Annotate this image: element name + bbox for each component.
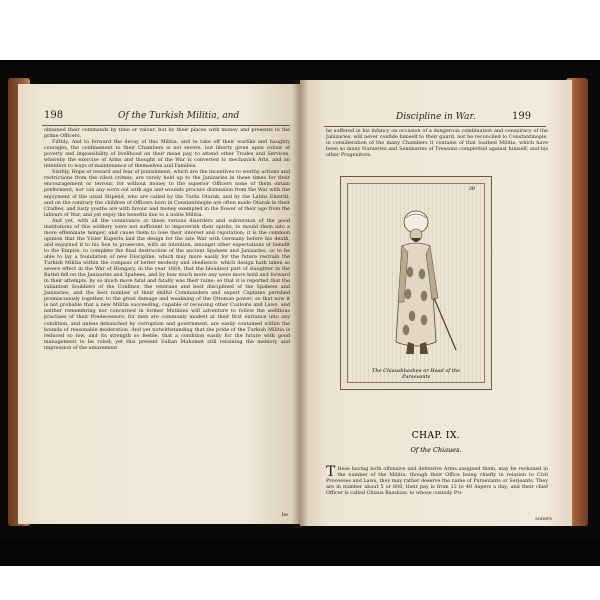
running-head: Discipline in War. [396,112,476,122]
paragraph [326,466,548,496]
body-text-bottom [326,466,548,518]
catchword: he [281,512,288,518]
engraving-frame [347,183,485,383]
body-text-top [326,128,548,173]
engraving-plate [340,176,492,390]
catchword: soners [535,516,552,522]
chapter-subtitle: Of the Chiaues. [410,446,462,454]
paragraph-text: Hese having both offensive and defensive Arms assigned them, may be reckoned in the number of the Militia, though their Office being chiefly in relation to Civil Proceeses and Laws, they may rather deserve the name of Pursevants or Serjeants. They are in number about 5 or 600, their pay is from 12 to 40 Aspers a day; and their chief Officer is called Chiaus Basshaw, to whose custody Pri- [326,466,548,497]
paragraph: obtained their commands by time or valour, but by their places with money and presents to the prime Officers. [44,127,290,140]
running-head: Of the Turkish Militia, and [118,111,240,121]
drop-cap: T [326,464,336,480]
plate-number: 39 [468,186,475,192]
gutter-shadow [292,80,308,528]
chapter-title: CHAP. IX. [411,431,461,441]
bottom-black-band [0,536,600,566]
head-rule [42,125,290,126]
plate-caption: The Chiaushbashee or Head of the Pursevants [372,368,460,380]
paragraph: he suffered in his infancy on occasion of a dangerous combination and conspiracy of the Janizaries, will never confide himself to their guard, nor be reconciled to Constantinople, in consideration of the many Chambers it contains of that loathed Militia, which have been so many Nurseries and Seminaries of Treasons completted against himself, and his other Progenitors. [326,128,548,159]
paragraph: And yet, with all the connivance at these various disorders and subversion of the good institutions of this soldiery were not sufficient to impoverish their spirits, to mould them into a more effeminate temper, and cause them to lose their interest and reputation; it is the common opinion that the Visier Kuperlu laid the design for the late War with Germany before his death, and enjoyned it to his Son to prosecute, with an intention, amongst other expectations of benefit to the Empire, to complete the final destruction of the ancient Spahees and Janizaries, so to be able to lay a foundation of new Discipline, which may more easily for the future restrain the Turkish Militia within the compass of better modesty and obedience: which design hath taken so severe effect in the War of Hungary, in the year 1664, that the bloudiest part of slaughter in the Battel fell on the Janizaries and Spahees, and by how much more any were more bold and forward in their attempts, by so much more fatal and fatally was their ruine; so that it is reported that the valiantest Souldiers of the Confines, the veterane and best disciplined of the Spahees and Janizaries, and the best number of their skilful Commanders and expert Captains perished promiscuously together, to the great damage and weakning of the Ottoman power; so that now it is not probable that a new Militia succeeding, capable of receiving other Customs and Laws, and neither remembring nor concerned in former Mutinies will adventure to follow the seditious practises of their Predecessors; for men are commonly modest at their first entrance into any condition, and unless debauched by corruption and government, are easily contained within the bounds of reasonable moderation. And yet notwithstanding that the pride of the Turkish Militia is reduced so low, and its strength so feeble, that a condition easily for the future with good management to be ruled; yet this present Sultan Mahomet still retaining the memory and impression of the amazement [44,217,290,351]
janissary-figure-illustration [378,202,458,362]
paragraph: Sixthly, Hope of reward and fear of punishment, which are the incentives to worthy actions and restrictions from the vilest crimes, are rarely held up to the Janizaries in these times for their encouragement or terrour, for without money to the superior Officers none of them obtain preferment; nor can any worn out with age and wounds procure dismission from the War with the enjoyment of the usual Stipend, who are called by the Turks Oturak, and by the Latins Emeriti; and on the contrary the children of Officers born in Constantinople are often made Oturak in their Cradles, and lusty youths are with favour and money exempted in the flower of their age from the labours of War, and yet enjoy the benefits due to a noble Militia. [44,169,290,218]
left-page [18,84,300,524]
paragraph: Fifthly, And to forward the decay of this Militia, and to take off their warlike and haughty courages, the confinement to their Chambers is not severe, but liberty given upon colour of poverty and impossibility of livelihood on their mean pay, to attend other Trades and Services, whereby the exercise of Arms and thought of the War is converted to mechanick Arts, and an intention to ways of maintenance of themselves and Families. [44,139,290,170]
page-number: 198 [44,110,64,121]
body-text [44,127,290,511]
head-rule [324,126,546,127]
page-number: 199 [512,111,532,122]
